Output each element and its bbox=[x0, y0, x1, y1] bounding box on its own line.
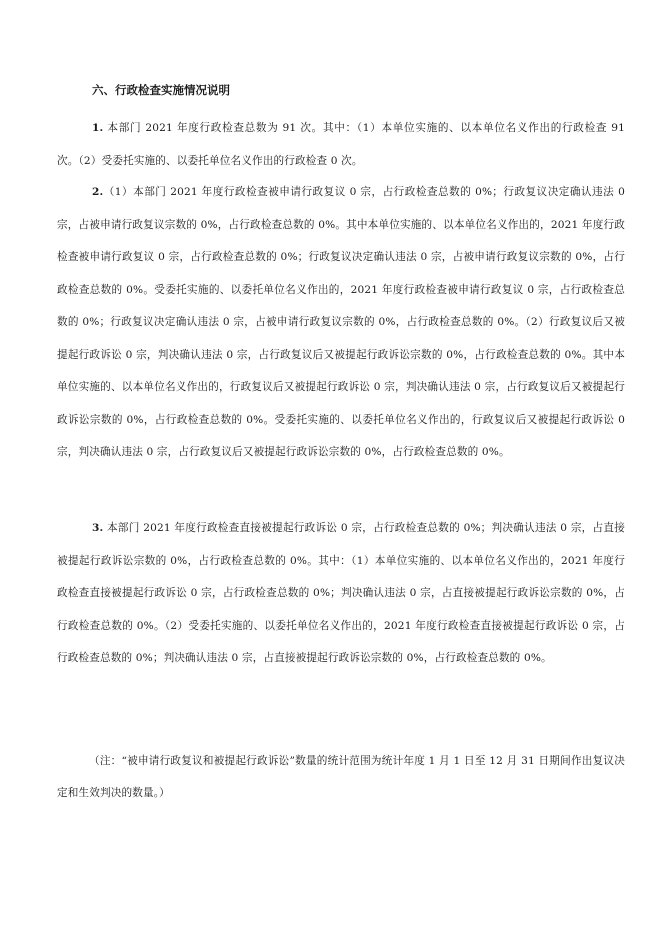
section-heading: 六、行政检查实施情况说明 bbox=[92, 83, 230, 97]
paragraph-2 bbox=[57, 176, 625, 469]
paragraph-1-text: 本部门 2021 年度行政检查总数为 91 次。其中：（1）本单位实施的、以本单位名义作出的行政检查 91 次。（2）受委托实施的、以委托单位名义作出的行政检查 0 次。 bbox=[57, 122, 625, 167]
paragraph-1-number: 1. bbox=[92, 122, 104, 134]
paragraph-2-text: （1）本部门 2021 年度行政检查被申请行政复议 0 宗，占行政检查总数的 0%；行政复议决定确认违法 0 宗，占被申请行政复议宗数的 0%，占行政检查总数的 0%。其中本单位实施的、以本单位名义作出的，2021 年度行政检查被申请行政复议 0 宗，占行政检查总数的 0%；行政复议决定确认违法 0 宗，占被申请行政复议宗数的 0%，占行政检查总数的 0%。受委托实施的、以委托单位名义作出的，2021 年度行政检查被申请行政复议 0 宗，占行政检查总数的 0%；行政复议决定确认违法 0 宗，占被申请行政复议宗数的 0%，占行政检查总数的 0%。（2）行政复议后又被提起行政诉讼 0 宗，判决确认违法 0 宗，占行政复议后又被提起行政诉讼宗数的 0%，占行政检查总数的 0%。其中本单位实施的、以本单位名义作出的，行政复议后又被提起行政诉讼 0 宗，判决确认违法 0 宗，占行政复议后又被提起行政诉讼宗数的 0%，占行政检查总数的 0%。受委托实施的、以委托单位名义作出的，行政复议后又被提起行政诉讼 0 宗，判决确认违法 0 宗，占行政复议后又被提起行政诉讼宗数的 0%，占行政检查总数的 0%。 bbox=[57, 186, 625, 458]
paragraph-3-text: 本部门 2021 年度行政检查直接被提起行政诉讼 0 宗，占行政检查总数的 0%；判决确认违法 0 宗，占直接被提起行政诉讼宗数的 0%，占行政检查总数的 0%。其中：（1）本单位实施的、以本单位名义作出的，2021 年度行政检查直接被提起行政诉讼 0 宗，占行政检查总数的 0%；判决确认违法 0 宗，占直接被提起行政诉讼宗数的 0%，占行政检查总数的 0%。（2）受委托实施的、以委托单位名义作出的，2021 年度行政检查直接被提起行政诉讼 0 宗，占行政检查总数的 0%；判决确认违法 0 宗，占直接被提起行政诉讼宗数的 0%，占行政检查总数的 0%。 bbox=[57, 522, 625, 664]
paragraph-2-number: 2. bbox=[92, 186, 104, 198]
paragraph-1 bbox=[57, 112, 625, 177]
footnote: （注：“被申请行政复议和被提起行政诉讼”数量的统计范围为统计年度 1 月 1 日至 12 月 31 日期间作出复议决定和生效判决的数量。） bbox=[57, 755, 625, 799]
paragraph-3-number: 3. bbox=[92, 522, 104, 534]
paragraph-3 bbox=[57, 512, 625, 675]
